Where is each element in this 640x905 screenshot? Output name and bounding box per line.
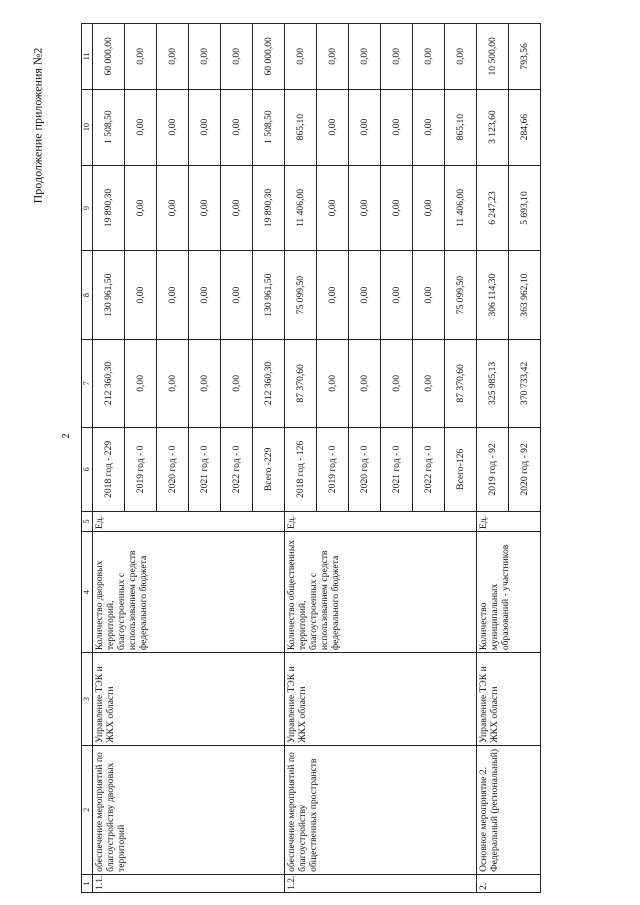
value-cell: 1 508,50 — [253, 89, 285, 165]
value-cell: 793,56 — [509, 24, 541, 90]
indicator: Количество дворовых территорий, благоустроенных с использованием средств федерального бюджета — [93, 532, 285, 653]
value-cell: 306 114,30 — [477, 251, 509, 339]
value-cell: 75 099,50 — [285, 251, 317, 339]
year-cell: 2019 год - 92 — [477, 428, 509, 512]
row-number: 2. — [477, 874, 541, 892]
year-cell: 2020 год - 92 — [509, 428, 541, 512]
value-cell: 0,00 — [221, 24, 253, 90]
value-cell: 0,00 — [221, 251, 253, 339]
value-cell: 6 247,23 — [477, 165, 509, 251]
unit: Ед. — [93, 511, 285, 531]
program-table — [81, 23, 541, 893]
value-cell: 0,00 — [125, 165, 157, 251]
row-number: 1.1. — [93, 874, 285, 892]
value-cell: 0,00 — [125, 339, 157, 427]
year-cell: 2019 год - 0 — [125, 428, 157, 512]
year-cell: 2021 год - 0 — [381, 428, 413, 512]
value-cell: 212 360,30 — [253, 339, 285, 427]
value-cell: 0,00 — [381, 24, 413, 90]
year-cell: 2018 год - 126 — [285, 428, 317, 512]
col-header: 1 — [82, 874, 93, 892]
table-row — [477, 24, 509, 893]
value-cell: 0,00 — [413, 339, 445, 427]
value-cell: 0,00 — [189, 24, 221, 90]
value-cell: 0,00 — [317, 24, 349, 90]
value-cell: 370 733,42 — [509, 339, 541, 427]
table-row — [93, 24, 125, 893]
year-cell: 2018 год - 229 — [93, 428, 125, 512]
value-cell: 0,00 — [413, 251, 445, 339]
year-cell: 2022 год - 0 — [413, 428, 445, 512]
value-cell: 0,00 — [157, 24, 189, 90]
value-cell: 0,00 — [221, 339, 253, 427]
value-cell: 60 000,00 — [93, 24, 125, 90]
unit: Ед. — [285, 511, 477, 531]
value-cell: 0,00 — [157, 89, 189, 165]
col-header: 8 — [82, 251, 93, 339]
value-cell: 0,00 — [349, 89, 381, 165]
value-cell: 0,00 — [285, 24, 317, 90]
value-cell: 0,00 — [349, 24, 381, 90]
value-cell: 0,00 — [125, 24, 157, 90]
value-cell: 0,00 — [189, 339, 221, 427]
value-cell: 19 890,30 — [93, 165, 125, 251]
col-header: 7 — [82, 339, 93, 427]
year-cell: 2020 год - 0 — [349, 428, 381, 512]
year-cell: 2021 год - 0 — [189, 428, 221, 512]
row-number: 1.2. — [285, 874, 477, 892]
value-cell: 0,00 — [157, 339, 189, 427]
value-cell: 363 962,10 — [509, 251, 541, 339]
value-cell: 0,00 — [317, 251, 349, 339]
year-cell: 2020 год - 0 — [157, 428, 189, 512]
indicator: Количество муниципальных образований - участников — [477, 532, 541, 653]
value-cell: 0,00 — [381, 339, 413, 427]
value-cell: 0,00 — [157, 165, 189, 251]
value-cell: 0,00 — [317, 89, 349, 165]
value-cell: 60 000,00 — [253, 24, 285, 90]
event-name: обеспечение мероприятий по благоустройству дворовых территорий — [93, 745, 285, 874]
value-cell: 0,00 — [381, 251, 413, 339]
col-header: 11 — [82, 24, 93, 90]
value-cell: 0,00 — [125, 251, 157, 339]
value-cell: 3 123,60 — [477, 89, 509, 165]
value-cell: 87 370,60 — [285, 339, 317, 427]
table-row — [285, 24, 317, 893]
value-cell: 130 961,50 — [253, 251, 285, 339]
value-cell: 0,00 — [157, 251, 189, 339]
value-cell: 0,00 — [221, 165, 253, 251]
year-cell: Всего-126 — [445, 428, 477, 512]
col-header: 10 — [82, 89, 93, 165]
value-cell: 11 406,00 — [445, 165, 477, 251]
value-cell: 0,00 — [317, 339, 349, 427]
value-cell: 0,00 — [349, 251, 381, 339]
value-cell: 0,00 — [445, 24, 477, 90]
value-cell: 0,00 — [413, 24, 445, 90]
value-cell: 87 370,60 — [445, 339, 477, 427]
value-cell: 11 406,00 — [285, 165, 317, 251]
unit: Ед. — [477, 511, 541, 531]
value-cell: 130 961,50 — [93, 251, 125, 339]
value-cell: 0,00 — [125, 89, 157, 165]
executor: Управление ТЭК и ЖКХ области — [285, 653, 477, 746]
value-cell: 212 360,30 — [93, 339, 125, 427]
event-name: обеспечение мероприятий по благоустройству общественных пространств — [285, 745, 477, 874]
value-cell: 0,00 — [189, 89, 221, 165]
col-header: 9 — [82, 165, 93, 251]
header-row — [82, 24, 93, 893]
col-header: 6 — [82, 428, 93, 512]
page-number: 2 — [59, 433, 72, 439]
col-header: 3 — [82, 653, 93, 746]
value-cell: 0,00 — [189, 251, 221, 339]
value-cell: 865,10 — [285, 89, 317, 165]
col-header: 5 — [82, 511, 93, 531]
value-cell: 284,66 — [509, 89, 541, 165]
year-cell: 2022 год - 0 — [221, 428, 253, 512]
value-cell: 5 693,10 — [509, 165, 541, 251]
value-cell: 1 508,50 — [93, 89, 125, 165]
value-cell: 0,00 — [349, 165, 381, 251]
year-cell: Всего -229 — [253, 428, 285, 512]
col-header: 2 — [82, 745, 93, 874]
value-cell: 0,00 — [221, 89, 253, 165]
value-cell: 75 099,50 — [445, 251, 477, 339]
value-cell: 0,00 — [381, 89, 413, 165]
value-cell: 0,00 — [317, 165, 349, 251]
appendix-heading: Продолжение приложения №2 — [30, 47, 45, 204]
rotated-table-container — [81, 23, 609, 893]
value-cell: 19 890,30 — [253, 165, 285, 251]
executor: Управление ТЭК и ЖКХ области — [93, 653, 285, 746]
event-name: Основное мероприятие 2. Федеральный (региональный) — [477, 745, 541, 874]
value-cell: 325 985,13 — [477, 339, 509, 427]
value-cell: 865,10 — [445, 89, 477, 165]
indicator: Количество общественных территорий, благоустроенных с использованием средств федерального бюджета — [285, 532, 477, 653]
value-cell: 0,00 — [349, 339, 381, 427]
col-header: 4 — [82, 532, 93, 653]
value-cell: 0,00 — [189, 165, 221, 251]
executor: Управление ТЭК и ЖКХ области — [477, 653, 541, 746]
value-cell: 0,00 — [413, 165, 445, 251]
value-cell: 10 500,00 — [477, 24, 509, 90]
value-cell: 0,00 — [413, 89, 445, 165]
year-cell: 2019 год - 0 — [317, 428, 349, 512]
value-cell: 0,00 — [381, 165, 413, 251]
